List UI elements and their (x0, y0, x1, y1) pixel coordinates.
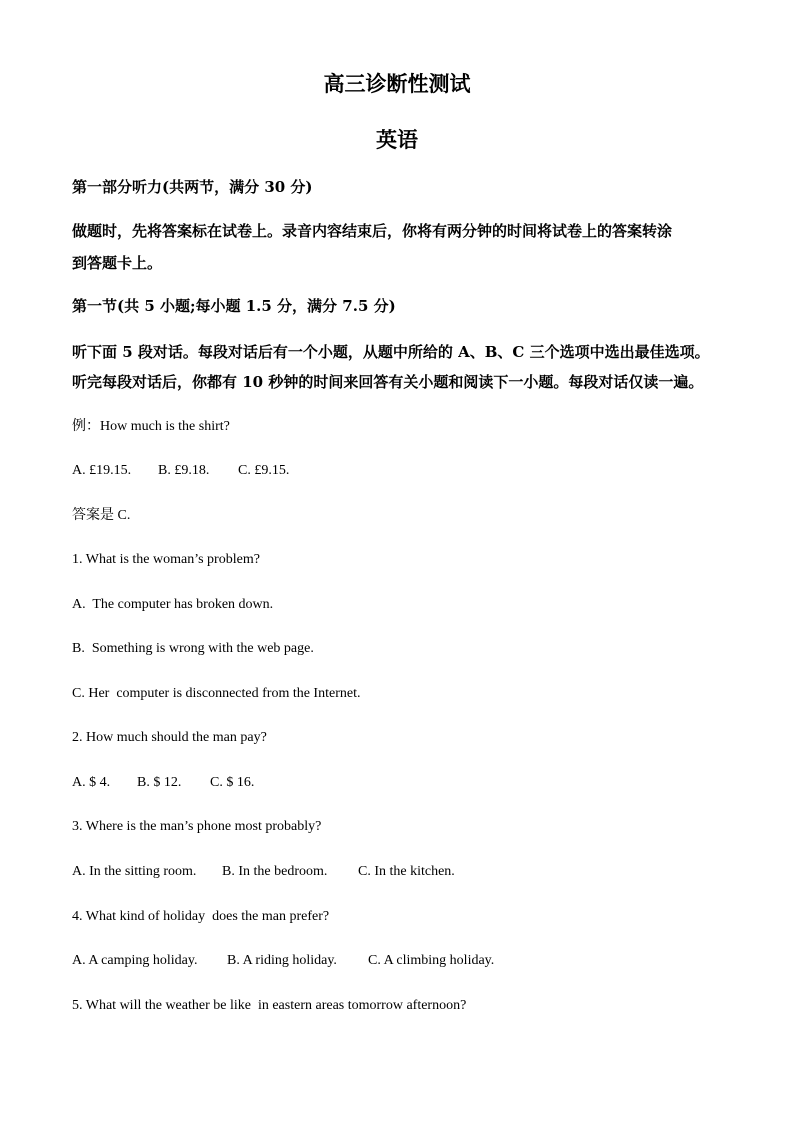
question-4-option-b: B. A riding holiday. (227, 953, 337, 968)
question-1-option-c: C. Her computer is disconnected from the Internet. (72, 686, 361, 701)
subject-title: 英语 (376, 127, 418, 152)
question-3-option-c: C. In the kitchen. (358, 864, 455, 879)
question-4: 4. What kind of holiday does the man prefer? (72, 909, 330, 924)
section1-instruction-line1: 听下面 5 段对话。每段对话后有一个小题，从题中所给的 A、B、C 三个选项中选出最佳选项。 (72, 343, 710, 361)
section1-instruction-line2: 听完每段对话后，你都有 10 秒钟的时间来回答有关小题和阅读下一小题。每段对话仅读一遍。 (72, 373, 704, 391)
question-2-option-c: C. $ 16. (210, 775, 255, 790)
question-3: 3. Where is the man’s phone most probably? (72, 819, 322, 834)
question-1-option-b: B. Something is wrong with the web page. (72, 641, 314, 656)
example-option-b: B. £9.18. (158, 463, 210, 478)
part1-heading: 第一部分听力(共两节，满分 30 分) (72, 178, 313, 196)
example-question: 例：How much is the shirt? (72, 419, 230, 434)
example-option-c: C. £9.15. (238, 463, 290, 478)
question-4-option-a: A. A camping holiday. (72, 953, 198, 968)
question-2: 2. How much should the man pay? (72, 730, 267, 745)
example-answer: 答案是 C. (72, 508, 131, 523)
question-1: 1. What is the woman’s problem? (72, 552, 260, 567)
question-3-option-a: A. In the sitting room. (72, 864, 197, 879)
example-option-a: A. £19.15. (72, 463, 132, 478)
section1-heading: 第一节(共 5 小题;每小题 1.5 分，满分 7.5 分) (72, 297, 396, 315)
question-4-option-c: C. A climbing holiday. (368, 953, 495, 968)
question-3-options (72, 862, 455, 882)
question-2-options (72, 773, 254, 793)
question-4-options (72, 951, 494, 971)
question-2-option-b: B. $ 12. (137, 775, 182, 790)
question-3-option-b: B. In the bedroom. (222, 864, 328, 879)
part1-instruction-line1: 做题时，先将答案标在试卷上。录音内容结束后，你将有两分钟的时间将试卷上的答案转涂 (72, 222, 673, 240)
question-1-option-a: A. The computer has broken down. (72, 597, 274, 612)
question-5: 5. What will the weather be like in eastern areas tomorrow afternoon? (72, 998, 467, 1013)
example-options (72, 461, 289, 481)
part1-instruction-line2: 到答题卡上。 (72, 254, 163, 272)
exam-title: 高三诊断性测试 (323, 71, 471, 96)
question-2-option-a: A. $ 4. (72, 775, 111, 790)
